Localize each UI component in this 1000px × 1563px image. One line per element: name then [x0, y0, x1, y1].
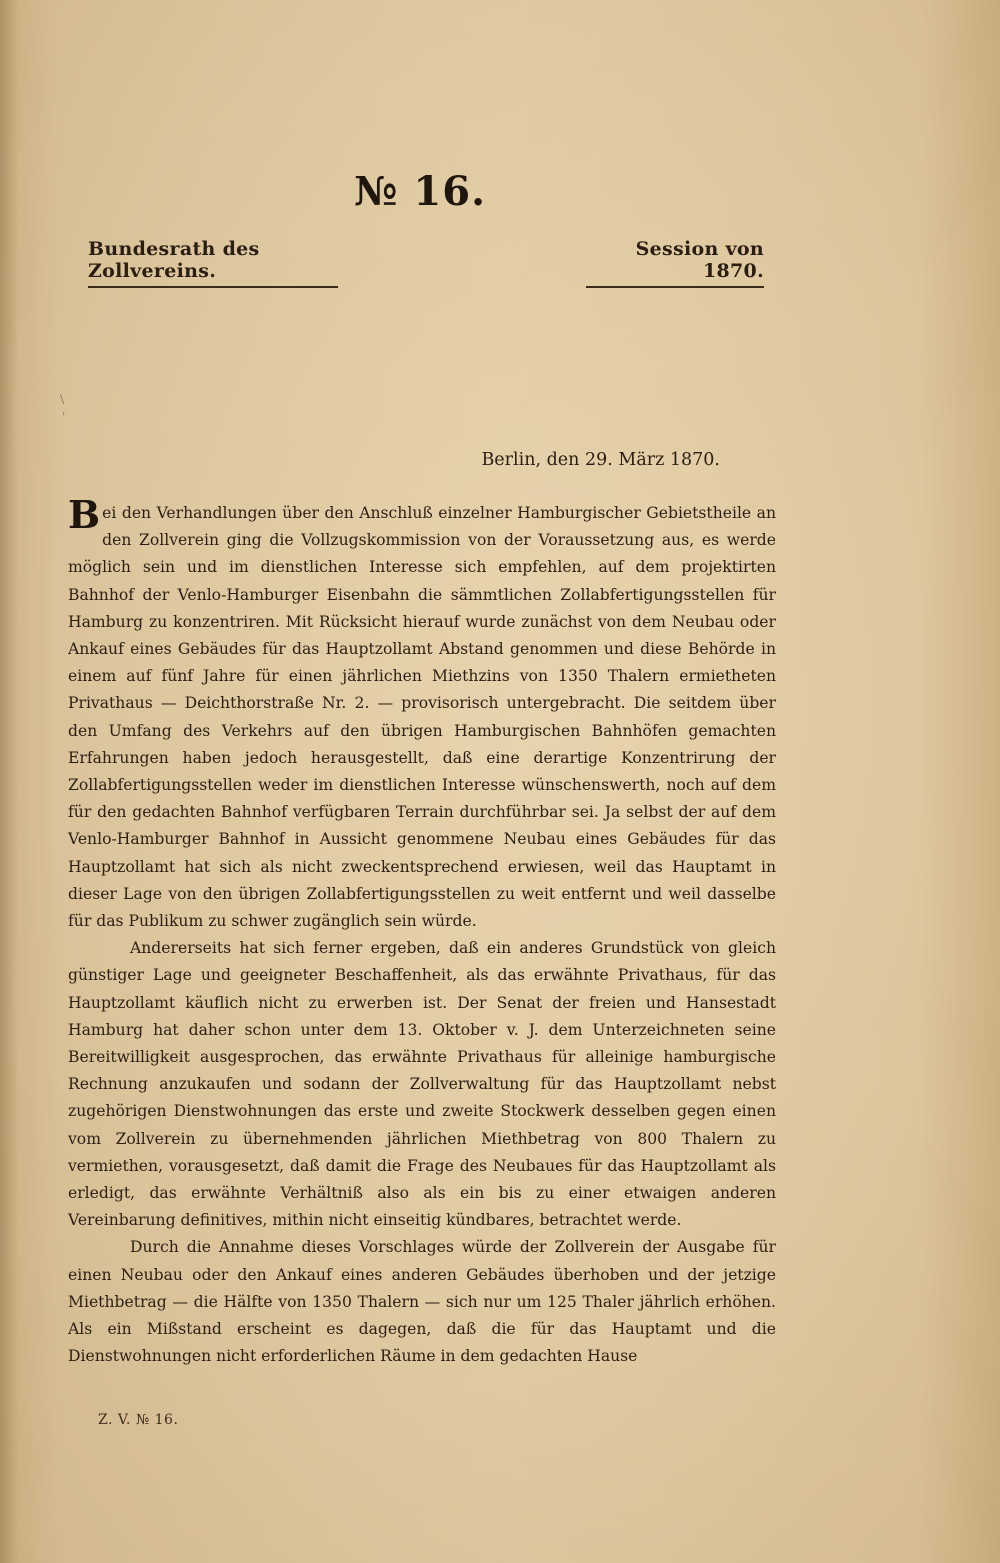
- margin-mark: ': [62, 410, 66, 424]
- body-text: [68, 492, 776, 1371]
- footer-signature: Z. V. № 16.: [98, 1412, 179, 1428]
- paragraph-1: [68, 492, 776, 935]
- dateline: Berlin, den 29. März 1870.: [481, 450, 720, 470]
- page-edge-shadow: [0, 0, 18, 1563]
- header-issuer: Bundesrath des Zollvereins.: [88, 238, 338, 288]
- document-number: № 16.: [354, 168, 486, 215]
- drop-initial: B: [68, 492, 101, 537]
- paragraph-3: Durch die Annahme dieses Vorschlages würde der Zollverein der Ausgabe für einen Neubau oder den Ankauf eines anderen Gebäudes überhoben und der jetzige Miethbetrag — die Hälfte von 1350 Thalern — sich nur um 125 Thaler jährlich erhöhen. Als ein Mißstand erscheint es dagegen, daß die für das Hauptamt und die Dienstwohnungen nicht erforderlichen Räume in dem gedachten Hause: [68, 1238, 776, 1366]
- paragraph-text: ei den Verhandlungen über den Anschluß einzelner Hamburgischer Gebietstheile an den Zollverein ging die Vollzugskommission von der Voraussetzung aus, es werde möglich sein und im dienstlichen Interesse sich empfehlen, auf dem projektirten Bahnhof der Venlo-Hamburger Eisenbahn die sämmtlichen Zollabfertigungsstellen für Hamburg zu konzentriren. Mit Rücksicht hierauf wurde zunächst von dem Neubau oder Ankauf eines Gebäudes für das Hauptzollamt Abstand genommen und diese Behörde in einem auf fünf Jahre für einen jährlichen Miethzins von 1350 Thalern ermietheten Privathaus — Deichthorstraße Nr. 2. — provisorisch untergebracht. Die seitdem über den Umfang des Verkehrs auf den übrigen Hamburgischen Bahnhöfen gemachten Erfahrungen haben jedoch herausgestellt, daß eine derartige Konzentrirung der Zollabfertigungsstellen weder im dienstlichen Interesse wünschenswerth, noch auf dem für den gedachten Bahnhof verfügbaren Terrain durchführbar sei. Ja selbst der auf dem Venlo-Hamburger Bahnhof in Aussicht genommene Neubau eines Gebäudes für das Hauptzollamt hat sich als nicht zweckentsprechend erwiesen, weil das Hauptamt in dieser Lage von den übrigen Zollabfertigungsstellen zu weit entfernt und weil dasselbe für das Publikum zu schwer zugänglich sein würde.: [68, 504, 776, 931]
- paragraph-2: Andererseits hat sich ferner ergeben, daß ein anderes Grundstück von gleich günstiger Lage und geeigneter Beschaffenheit, als das erwähnte Privathaus, für das Hauptzollamt käuflich nicht zu erwerben ist. Der Senat der freien und Hansestadt Hamburg hat daher schon unter dem 13. Oktober v. J. dem Unterzeichneten seine Bereitwilligkeit ausgesprochen, das erwähnte Privathaus für alleinige hamburgische Rechnung anzukaufen und sodann der Zollverwaltung für das Hauptzollamt nebst zugehörigen Dienstwohnungen das erste und zweite Stockwerk desselben gegen einen vom Zollverein zu übernehmenden jährlichen Miethbetrag von 800 Thalern zu vermiethen, vorausgesetzt, daß damit die Frage des Neubaues für das Hauptzollamt als erledigt, das erwähnte Verhältniß also als ein bis zu einer etwaigen anderen Vereinbarung definitives, mithin nicht einseitig kündbares, betrachtet werde.: [68, 939, 776, 1230]
- header-session: Session von 1870.: [586, 238, 764, 288]
- margin-mark: \: [60, 392, 65, 406]
